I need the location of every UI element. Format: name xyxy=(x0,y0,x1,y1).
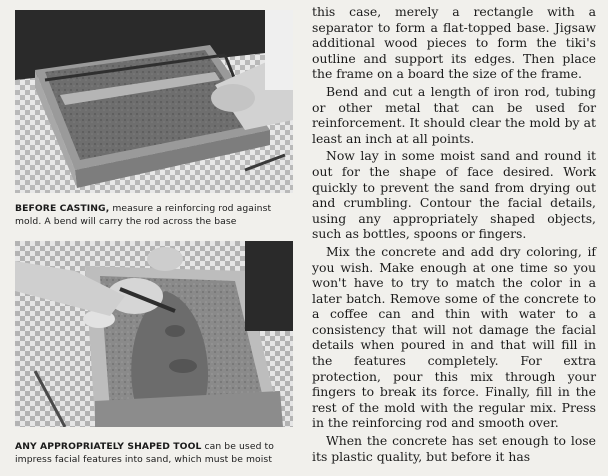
article-paragraph-4: Mix the concrete and add dry coloring, if you wish. Make enough at one time so you won't have to try to match the color in a later batch. Remove some of the concrete to a coffee can and thin with water to a consistency that will not damage the facial details when poured in and that will fill in the features completely. For extra protection, pour this mix through your fingers to break its force. Finally, fill in the rest of the mold with the regular mix. Press in the reinforcing rod and smooth over. xyxy=(312,243,596,431)
article-column xyxy=(312,4,596,466)
article-paragraph-5: When the concrete has set enough to lose its plastic quality, but before it has xyxy=(312,433,596,464)
article-paragraph-2: Bend and cut a length of iron rod, tubing or other metal that can be used for reinforcement. It should clear the mold by at least an inch at all points. xyxy=(312,83,596,146)
article-paragraph-3: Now lay in some moist sand and round it out for the shape of face desired. Work quickly to prevent the sand from drying out and crumbling. Contour the facial details, using any appropriately shaped objects, such as bottles, spoons or fingers. xyxy=(312,148,596,242)
caption-text-1: measure a reinforcing rod against mold. A bend will carry the rod across the base xyxy=(15,203,272,227)
figure-caption-2 xyxy=(15,440,295,466)
figure-caption-1 xyxy=(15,202,295,228)
caption-lead-1: BEFORE CASTING, xyxy=(15,203,110,214)
photo-shaping-tool xyxy=(15,241,293,427)
article-paragraph-1: this case, merely a rectangle with a separator to form a flat-topped base. Jigsaw additional wood pieces to form the tiki's outline and support its edges. Then place the frame on a board the size of the frame. xyxy=(312,4,596,82)
photo-before-casting xyxy=(15,10,293,193)
caption-lead-2: ANY APPROPRIATELY SHAPED TOOL xyxy=(15,441,202,452)
caption-text-2: can be used to impress facial features into sand, which must be moist xyxy=(15,441,274,465)
